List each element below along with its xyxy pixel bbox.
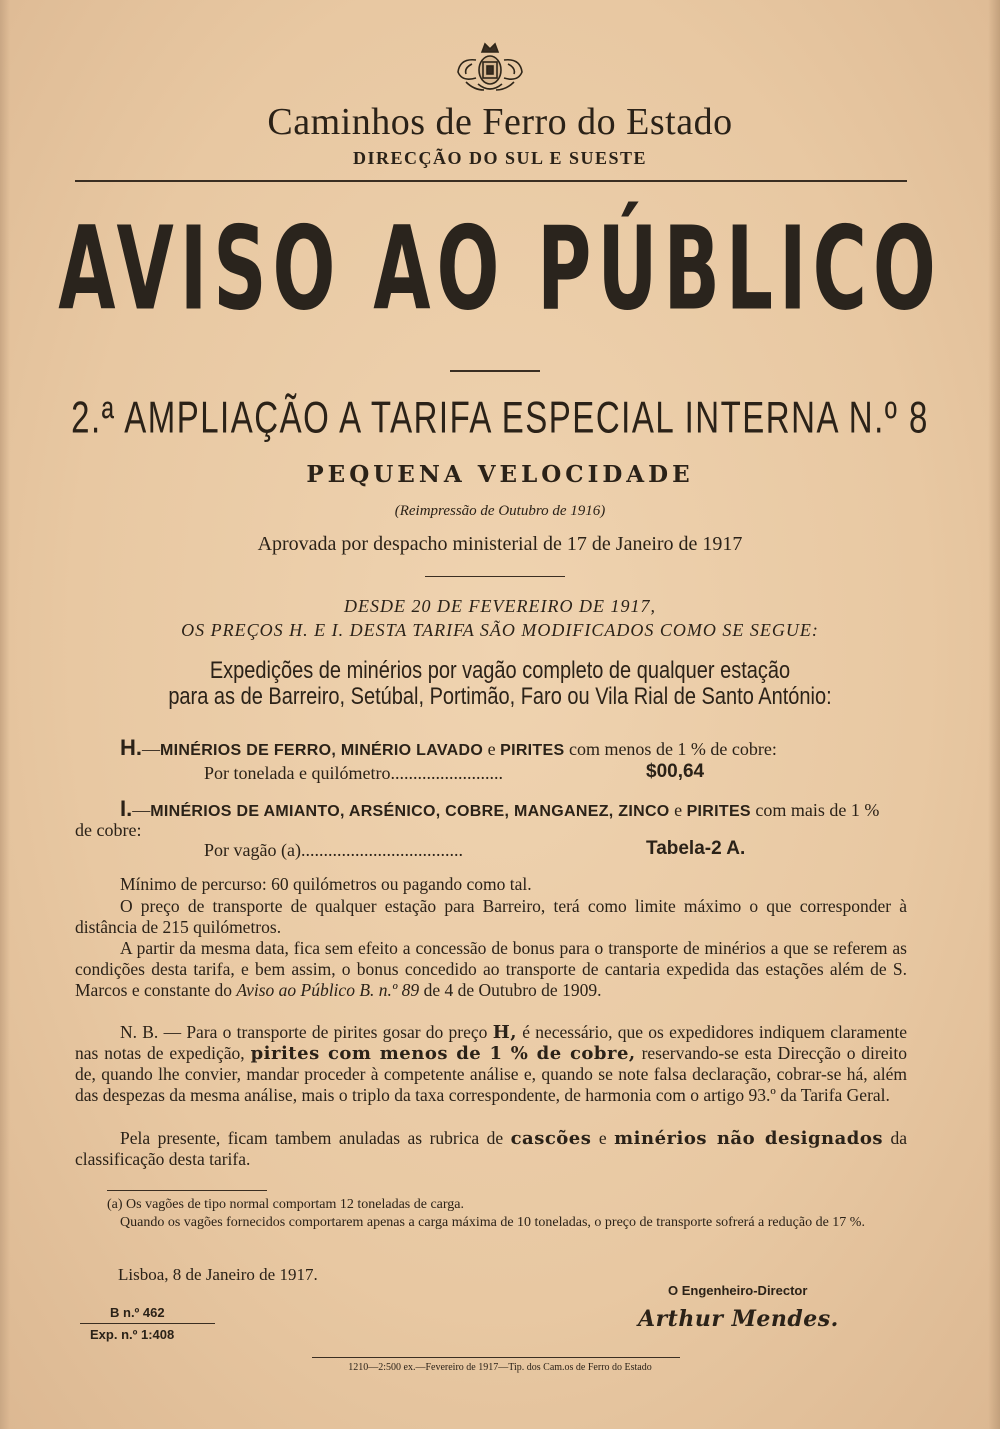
annul-text-a: Pela presente, ficam tambem anuladas as rubrica de	[120, 1128, 511, 1148]
price-h-condition: com menos de 1 % de cobre:	[564, 739, 777, 759]
nb-paragraph	[75, 1022, 907, 1106]
printer-divider	[312, 1357, 680, 1358]
signature: Arthur Mendes.	[638, 1306, 839, 1332]
annul-item-1: cascões	[510, 1128, 592, 1149]
reprint-note: (Reimpressão de Outubro de 1916)	[394, 503, 606, 519]
coat-of-arms-icon	[452, 38, 528, 98]
price-h-line	[120, 735, 777, 761]
place-and-date: Lisboa, 8 de Janeiro de 1917.	[118, 1265, 318, 1284]
tariff-speed: PEQUENA VELOCIDADE	[306, 461, 694, 488]
price-i-materials: MINÉRIOS DE AMIANTO, ARSÉNICO, COBRE, MANGANEZ, ZINCO	[150, 803, 670, 820]
header-divider	[75, 180, 907, 182]
price-h-materials: MINÉRIOS DE FERRO, MINÉRIO LAVADO	[160, 742, 484, 759]
dispatch-number: Exp. n.º 1:408	[90, 1327, 175, 1342]
annul-paragraph	[75, 1128, 907, 1170]
price-h-rate-label: Por tonelada e quilómetro.........................	[204, 763, 503, 783]
price-i-rate-value: Tabela-2 A.	[646, 838, 746, 859]
nb-text-b: é necessário, que os expedidores indiquem claramente nas notas de expedição,	[75, 1022, 907, 1063]
bulletin-number: B n.º 462	[110, 1305, 165, 1320]
nb-price-h: H,	[492, 1022, 517, 1043]
tariff-title: 2.ª AMPLIAÇÃO A TARIFA ESPECIAL INTERNA N.º 8	[71, 392, 929, 442]
effective-date: DESDE 20 DE FEVEREIRO DE 1917,	[344, 596, 656, 616]
barreiro-limit: O preço de transporte de qualquer estação para Barreiro, terá como limite máximo o que corresponder à distância de 215 quilómetros.	[75, 896, 907, 937]
price-h-dash: —	[142, 739, 160, 759]
prices-modified: OS PREÇOS H. E I. DESTA TARIFA SÃO MODIFICADOS COMO SE SEGUE:	[181, 620, 819, 640]
bonus-paragraph	[75, 938, 907, 1001]
price-h-letter: H.	[120, 735, 142, 760]
reference-divider	[80, 1323, 215, 1324]
shipments-line-2: para as de Barreiro, Setúbal, Portimão, Faro ou Vila Rial de Santo António:	[168, 684, 832, 710]
nb-text-c: reservando-se esta Direcção o direito de, quando lhe convier, mandar proceder à competente análise e, quando se note falsa declaração, cobrar-se há, além das despezas da mesma análise, mais o triplo da taxa correspondente, de harmonia com o artigo 93.º da Tarifa Geral.	[75, 1043, 907, 1105]
price-i-condition: com mais de 1 %	[750, 800, 880, 820]
price-i-rate-label: Por vagão (a)....................................	[204, 840, 463, 860]
price-i-joiner: e	[669, 800, 687, 820]
price-h-rate-value: $00,64	[646, 761, 705, 782]
company-name: Caminhos de Ferro do Estado	[267, 101, 733, 143]
approval-divider	[425, 576, 565, 577]
nb-label: N. B.	[120, 1022, 159, 1042]
price-h-joiner: e	[483, 739, 501, 759]
annul-text-b: da classificação desta tarifa.	[75, 1128, 907, 1169]
price-i-dash: —	[132, 800, 151, 820]
footnote-line-2: Quando os vagões fornecidos comportarem apenas a carga máxima de 10 toneladas, o preço de transporte sofrerá a redução de 17 %.	[120, 1215, 865, 1230]
printer-imprint: 1210—2:500 ex.—Fevereiro de 1917—Tip. dos Cam.os de Ferro do Estado	[348, 1362, 652, 1373]
price-i-materials-2: PIRITES	[686, 803, 751, 820]
price-h-materials-2: PIRITES	[500, 742, 565, 759]
footnote-line-1: (a) Os vagões de tipo normal comportam 12 toneladas de carga.	[107, 1197, 465, 1212]
signer-title: O Engenheiro-Director	[668, 1283, 808, 1298]
bonus-text-b: de 4 de Outubro de 1909.	[419, 980, 602, 1000]
bonus-reference: Aviso ao Público B. n.º 89	[236, 980, 420, 1000]
notice-title: AVISO AO PÚBLICO	[58, 203, 942, 337]
division-name: DIRECÇÃO DO SUL E SUESTE	[352, 148, 648, 168]
price-i-letter: I.	[120, 796, 133, 821]
title-divider	[450, 370, 540, 372]
bonus-text-a: A partir da mesma data, fica sem efeito a concessão de bonus para o transporte de minérios a que se referem as condições desta tarifa, e bem assim, o bonus concedido ao transporte de cantaria expedida das estações além de S. Marcos e constante do	[75, 938, 907, 1000]
minimum-route: Mínimo de percurso: 60 quilómetros ou pagando como tal.	[120, 874, 532, 894]
price-i-condition-2: de cobre:	[75, 820, 142, 840]
annul-and: e	[591, 1128, 615, 1148]
nb-emphasis: pirites com menos de 1 % de cobre,	[250, 1043, 636, 1064]
approval-line: Aprovada por despacho ministerial de 17 de Janeiro de 1917	[257, 533, 743, 555]
footnote-divider	[107, 1190, 267, 1191]
price-i-line	[120, 796, 879, 822]
shipments-line-1: Expedições de minérios por vagão completo de qualquer estação	[209, 658, 791, 684]
annul-item-2: minérios não designados	[614, 1128, 884, 1149]
nb-text-a: — Para o transporte de pirites gosar do preço	[158, 1022, 493, 1042]
